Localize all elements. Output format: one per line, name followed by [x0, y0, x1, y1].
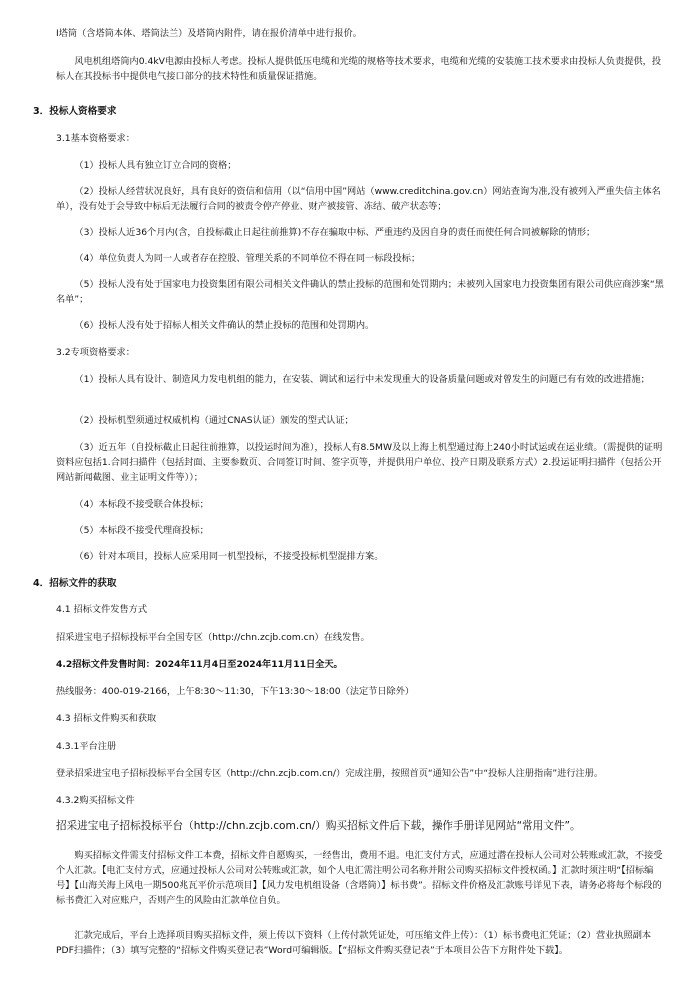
subsection-heading: 4.3 招标文件购买和获取: [56, 713, 157, 724]
subsection-heading: 3.1基本资格要求：: [56, 133, 135, 144]
list-item: （2）投标机型须通过权威机构（通过CNAS认证）颁发的型式认证；: [74, 415, 354, 426]
list-item: （1）投标人具有设计、制造风力发电机组的能力，在安装、调试和运行中未发现重大的设备质量问题或对曾发生的问题已有有效的改进措施；: [74, 374, 650, 385]
paragraph: 登录招采进宝电子招标投标平台全国专区（http://chn.zcjb.com.cn/）完成注册，按照首页“通知公告”中“投标人注册指南”进行注册。: [56, 768, 604, 779]
list-item: （4）单位负责人为同一人或者存在控股、管理关系的不同单位不得在同一标段投标；: [74, 253, 421, 264]
list-item: （3）近五年（自投标截止日起往前推算，以投运时间为准），投标人有8.5MW及以上海上机型通过海上240小时试运或在运业绩。（需提供的证明资料应包括1.合同扫描件（包括封面、主要参数页、合同签订时间、签字页等，并提供用户单位、投产日期及联系方式）2.投运证明扫描件（包括公开网站新闻截图、业主证明文件等））；: [56, 442, 663, 483]
section-heading: 3．投标人资格要求: [33, 106, 117, 117]
list-item: （1）投标人具有独立订立合同的资格；: [74, 160, 237, 171]
list-item: （2）投标人经营状况良好，具有良好的资信和信用（以“信用中国”网站（www.creditchina.gov.cn）网站查询为准,没有被列入严重失信主体名单），没有处于会导致中标后无法履行合同的被责令停产停业、财产被接管、冻结、破产状态等；: [56, 186, 661, 212]
paragraph: 招采进宝电子招标投标平台全国专区（http://chn.zcjb.com.cn）在线发售。: [56, 632, 370, 643]
list-item: （3）投标人近36个月内(含，自投标截止日起往前推算)不存在骗取中标、严重违约及因自身的责任而使任何合同被解除的情形；: [74, 227, 596, 238]
list-item: （6）投标人没有处于招标人相关文件确认的禁止投标的范围和处罚期内。: [74, 320, 375, 331]
subsection-heading: 4.3.1平台注册: [56, 741, 117, 752]
paragraph: 招采进宝电子招标投标平台（http://chn.zcjb.com.cn/）购买招标文件后下载，操作手册详见网站“常用文件”。: [56, 820, 581, 832]
subsection-heading: 4.1 招标文件发售方式: [56, 604, 148, 615]
paragraph: 热线服务：400-019-2166，上午8:30～11:30，下午13:30～18:00（法定节日除外）: [56, 686, 415, 697]
paragraph: 汇款完成后，平台上选择项目购买招标文件，须上传以下资料（上传付款凭证处，可压缩文件上传）：（1）标书费电汇凭证；（2）营业执照副本PDF扫描件；（3）填写完整的“招标文件购买登记表”Word可编辑版。【“招标文件购买登记表”于本项目公告下方附件处下载】。: [56, 930, 652, 956]
list-item: （5）本标段不接受代理商投标；: [74, 525, 209, 536]
paragraph: I塔筒（含塔筒本体、塔筒法兰）及塔筒内附件，请在报价清单中进行报价。: [56, 28, 362, 39]
list-item: （4）本标段不接受联合体投标；: [74, 499, 209, 510]
subsection-heading: 3.2专项资格要求：: [56, 347, 135, 358]
paragraph: 风电机组塔筒内0.4kV电源由投标人考虑。投标人提供低压电缆和光缆的规格等技术要求，电缆和光缆的安装施工技术要求由投标人负责提供，投标人在其投标书中提供电气接口部分的技术特性和质量保证措施。: [56, 56, 662, 82]
subsection-heading: 4.2招标文件发售时间：2024年11月4日至2024年11月11日全天。: [56, 659, 343, 670]
section-heading: 4．招标文件的获取: [33, 578, 117, 589]
paragraph: 购买招标文件需支付招标文件工本费，招标文件自愿购买，一经售出，费用不退。电汇支付方式，应通过潜在投标人公司对公转账或汇款，不接受个人汇款。【电汇支付方式，应通过投标人公司对公转账或汇款，如个人电汇需注明公司名称并附公司购买招标文件授权函。】汇款时须注明“【招标编号】【山海关海上风电一期500兆瓦平价示范项目】【风力发电机组设备（含塔筒）】标书费”。招标文件价格及汇款账号详见下表，请务必将每个标段的标书费汇入对应账户，否则产生的风险由汇款单位自负。: [56, 850, 663, 906]
subsection-heading: 4.3.2购买招标文件: [56, 795, 135, 806]
list-item: （5）投标人没有处于国家电力投资集团有限公司相关文件确认的禁止投标的范围和处罚期内；未被列入国家电力投资集团有限公司供应商涉案“黑名单”；: [56, 279, 664, 305]
list-item: （6）针对本项目，投标人应采用同一机型投标，不接受投标机型混排方案。: [74, 551, 384, 562]
